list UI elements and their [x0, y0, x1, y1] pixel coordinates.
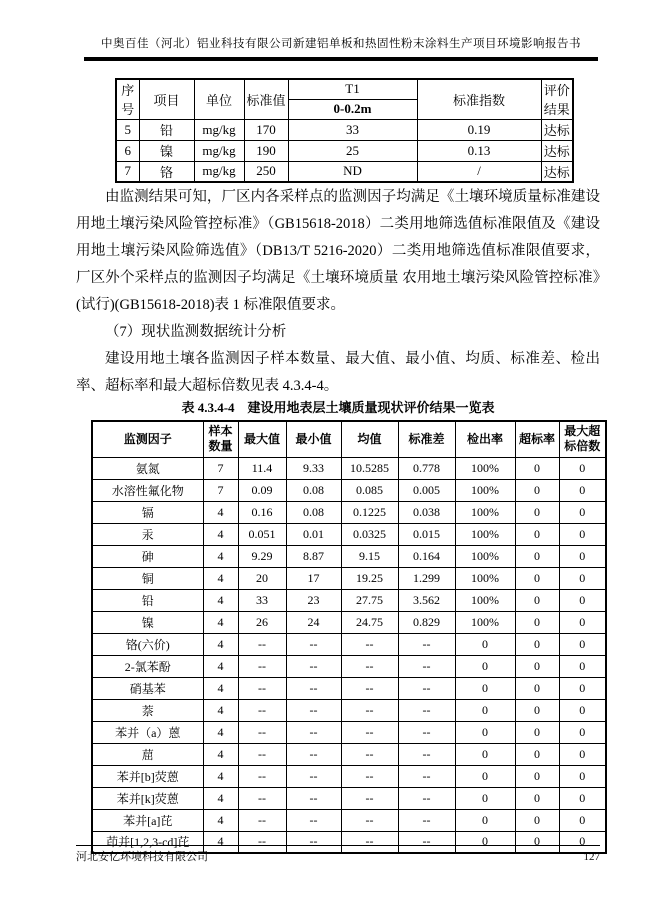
- table-row: [92, 787, 606, 809]
- row-label-cell: 氨氮: [92, 457, 203, 479]
- table-row: [92, 633, 606, 655]
- value-cell: 0: [559, 809, 606, 831]
- row-label-cell: 镍: [92, 611, 203, 633]
- table-row: [92, 743, 606, 765]
- col-header-factor: 监测因子: [92, 421, 203, 457]
- value-cell: 100%: [455, 567, 515, 589]
- table-row: [92, 655, 606, 677]
- standards-comparison-table: [115, 78, 574, 183]
- value-cell: mg/kg: [194, 140, 244, 161]
- paragraph-table-intro: 建设用地土壤各监测因子样本数量、最大值、最小值、均质、标准差、检出率、超标率和最大超标倍数见表 4.3.4-4。: [76, 351, 600, 394]
- row-label-cell: 䓛: [92, 743, 203, 765]
- value-cell: 0.08: [286, 501, 341, 523]
- value-cell: 100%: [455, 611, 515, 633]
- value-cell: --: [341, 721, 398, 743]
- row-label-cell: 7: [116, 161, 139, 182]
- value-cell: 0: [515, 831, 559, 853]
- value-cell: --: [398, 787, 455, 809]
- footer-company: 河北安亿环境科技有限公司: [76, 851, 208, 863]
- value-cell: 0.005: [398, 479, 455, 501]
- value-cell: --: [238, 677, 286, 699]
- value-cell: 4: [203, 787, 238, 809]
- row-label-cell: 砷: [92, 545, 203, 567]
- paragraph-section-heading: （7）现状监测数据统计分析: [105, 324, 287, 340]
- table-row: [92, 809, 606, 831]
- value-cell: --: [286, 743, 341, 765]
- value-cell: mg/kg: [194, 119, 244, 140]
- row-label-cell: 苯并[k]荧蒽: [92, 787, 203, 809]
- value-cell: --: [286, 699, 341, 721]
- row-label-cell: 6: [116, 140, 139, 161]
- row-label-cell: 水溶性氟化物: [92, 479, 203, 501]
- value-cell: 0: [559, 611, 606, 633]
- value-cell: --: [238, 765, 286, 787]
- value-cell: 0.0325: [341, 523, 398, 545]
- value-cell: 26: [238, 611, 286, 633]
- value-cell: --: [238, 831, 286, 853]
- value-cell: --: [286, 655, 341, 677]
- row-label-cell: 汞: [92, 523, 203, 545]
- value-cell: 达标: [541, 161, 573, 182]
- document-footer: [76, 845, 600, 864]
- row-label-cell: 萘: [92, 699, 203, 721]
- row-label-cell: 铬(六价): [92, 633, 203, 655]
- value-cell: 24: [286, 611, 341, 633]
- value-cell: 100%: [455, 479, 515, 501]
- value-cell: 0: [455, 743, 515, 765]
- col-header-stddev: 标准差: [398, 421, 455, 457]
- value-cell: 100%: [455, 589, 515, 611]
- col-header-mean: 均值: [341, 421, 398, 457]
- value-cell: --: [398, 743, 455, 765]
- value-cell: 17: [286, 567, 341, 589]
- value-cell: 0: [455, 699, 515, 721]
- document-header: [84, 36, 598, 61]
- value-cell: 0: [559, 633, 606, 655]
- value-cell: 0: [515, 655, 559, 677]
- value-cell: 0: [515, 457, 559, 479]
- row-label-cell: 铜: [92, 567, 203, 589]
- value-cell: --: [341, 743, 398, 765]
- value-cell: mg/kg: [194, 161, 244, 182]
- value-cell: 1.299: [398, 567, 455, 589]
- col-header-depth: 0-0.2m: [288, 99, 417, 119]
- value-cell: 25: [288, 140, 417, 161]
- value-cell: 4: [203, 699, 238, 721]
- value-cell: 9.15: [341, 545, 398, 567]
- value-cell: 0.08: [286, 479, 341, 501]
- value-cell: 9.33: [286, 457, 341, 479]
- value-cell: 0: [515, 809, 559, 831]
- value-cell: 20: [238, 567, 286, 589]
- results-table-head: [92, 421, 606, 457]
- value-cell: 0: [559, 721, 606, 743]
- value-cell: --: [341, 787, 398, 809]
- value-cell: 24.75: [341, 611, 398, 633]
- value-cell: 0: [515, 721, 559, 743]
- value-cell: --: [398, 655, 455, 677]
- value-cell: 0: [559, 567, 606, 589]
- table-row: [92, 677, 606, 699]
- value-cell: --: [238, 655, 286, 677]
- value-cell: 4: [203, 677, 238, 699]
- col-header-detection-rate: 检出率: [455, 421, 515, 457]
- value-cell: 0: [455, 831, 515, 853]
- value-cell: --: [286, 809, 341, 831]
- value-cell: 4: [203, 523, 238, 545]
- value-cell: 0: [559, 765, 606, 787]
- value-cell: 0: [559, 699, 606, 721]
- value-cell: 4: [203, 633, 238, 655]
- row-label-cell: 茚并[1,2,3-cd]芘: [92, 831, 203, 853]
- value-cell: 190: [244, 140, 288, 161]
- row-label-cell: 苯并[b]荧蒽: [92, 765, 203, 787]
- paragraph-monitoring-conclusion: 由监测结果可知，厂区内各采样点的监测因子均满足《土壤环境质量标准建设用地土壤污染风险管控标准》（GB15618-2018）二类用地筛选值标准限值及《建设用地土壤污染风险筛选值》（DB13/T 5216-2020）二类用地筛选值标准限值要求，厂区外个采样点的监测因子均满足《土壤环境质量 农用地土壤污染风险管控标准》(试行)(GB15618-2018)表 1 标准限值要求。: [76, 189, 600, 313]
- value-cell: 4: [203, 743, 238, 765]
- table-row: [92, 501, 606, 523]
- value-cell: 0: [559, 743, 606, 765]
- value-cell: /: [417, 161, 541, 182]
- value-cell: --: [398, 677, 455, 699]
- table-row: [116, 140, 573, 161]
- col-header-sample-point: T1: [288, 79, 417, 99]
- value-cell: 0: [559, 523, 606, 545]
- col-header-standard-value: 标准值: [244, 79, 288, 119]
- results-table-title: 表 4.3.4-4 建设用地表层土壤质量现状评价结果一览表: [181, 400, 495, 415]
- col-header-evaluation: 评价结果: [541, 79, 573, 119]
- value-cell: 4: [203, 611, 238, 633]
- col-header-max-exceedance: 最大超标倍数: [559, 421, 606, 457]
- value-cell: 0.19: [417, 119, 541, 140]
- col-header-item: 项目: [139, 79, 194, 119]
- col-header-sample-count: 样本数量: [203, 421, 238, 457]
- value-cell: --: [286, 765, 341, 787]
- value-cell: ND: [288, 161, 417, 182]
- value-cell: 4: [203, 567, 238, 589]
- value-cell: 0: [455, 721, 515, 743]
- row-label-cell: 铅: [92, 589, 203, 611]
- col-header-max: 最大值: [238, 421, 286, 457]
- value-cell: 0: [559, 457, 606, 479]
- value-cell: 0: [515, 765, 559, 787]
- value-cell: --: [398, 633, 455, 655]
- footer-page-number: 127: [583, 851, 600, 863]
- table-row: [92, 611, 606, 633]
- value-cell: --: [398, 699, 455, 721]
- col-header-min: 最小值: [286, 421, 341, 457]
- value-cell: 0: [559, 589, 606, 611]
- value-cell: --: [341, 677, 398, 699]
- value-cell: 4: [203, 501, 238, 523]
- value-cell: --: [341, 809, 398, 831]
- value-cell: 0: [559, 677, 606, 699]
- value-cell: --: [398, 809, 455, 831]
- value-cell: 0: [515, 677, 559, 699]
- table-row: [116, 161, 573, 182]
- value-cell: 0: [515, 523, 559, 545]
- value-cell: 0: [515, 545, 559, 567]
- value-cell: 0.778: [398, 457, 455, 479]
- value-cell: 9.29: [238, 545, 286, 567]
- value-cell: 33: [238, 589, 286, 611]
- value-cell: 100%: [455, 457, 515, 479]
- value-cell: --: [238, 809, 286, 831]
- value-cell: 达标: [541, 119, 573, 140]
- value-cell: 170: [244, 119, 288, 140]
- value-cell: 0: [515, 479, 559, 501]
- value-cell: 4: [203, 721, 238, 743]
- value-cell: 0: [515, 501, 559, 523]
- value-cell: 7: [203, 479, 238, 501]
- value-cell: 4: [203, 831, 238, 853]
- value-cell: 11.4: [238, 457, 286, 479]
- value-cell: 0: [455, 655, 515, 677]
- value-cell: 0: [559, 479, 606, 501]
- value-cell: 0: [455, 677, 515, 699]
- value-cell: --: [238, 743, 286, 765]
- value-cell: 0: [559, 501, 606, 523]
- body-text: [76, 184, 600, 400]
- value-cell: 0.085: [341, 479, 398, 501]
- value-cell: 0: [559, 831, 606, 853]
- table-row: [92, 545, 606, 567]
- row-label-cell: 2-氯苯酚: [92, 655, 203, 677]
- results-table-body: [92, 457, 606, 853]
- standards-table-body: [116, 119, 573, 182]
- col-header-exceedance-rate: 超标率: [515, 421, 559, 457]
- value-cell: 8.87: [286, 545, 341, 567]
- value-cell: 19.25: [341, 567, 398, 589]
- value-cell: --: [238, 699, 286, 721]
- document-header-title: 中奥百佳（河北）铝业科技有限公司新建铝单板和热固性粉末涂料生产项目环境影响报告书: [101, 38, 581, 50]
- standards-table-head: [116, 79, 573, 119]
- value-cell: 10.5285: [341, 457, 398, 479]
- value-cell: --: [286, 721, 341, 743]
- value-cell: 100%: [455, 501, 515, 523]
- col-header-standard-index: 标准指数: [417, 79, 541, 119]
- value-cell: --: [341, 699, 398, 721]
- value-cell: 0: [515, 589, 559, 611]
- table-row: [92, 457, 606, 479]
- value-cell: 镍: [139, 140, 194, 161]
- value-cell: 250: [244, 161, 288, 182]
- value-cell: 0: [455, 633, 515, 655]
- value-cell: 0.01: [286, 523, 341, 545]
- value-cell: --: [238, 633, 286, 655]
- value-cell: --: [286, 787, 341, 809]
- value-cell: 4: [203, 765, 238, 787]
- value-cell: --: [238, 721, 286, 743]
- value-cell: 0: [455, 787, 515, 809]
- value-cell: 0: [515, 699, 559, 721]
- value-cell: 0: [559, 787, 606, 809]
- value-cell: --: [286, 831, 341, 853]
- value-cell: 3.562: [398, 589, 455, 611]
- soil-results-table: [91, 420, 607, 854]
- row-label-cell: 苯并（a）蒽: [92, 721, 203, 743]
- value-cell: 0: [515, 787, 559, 809]
- value-cell: 0: [515, 611, 559, 633]
- value-cell: 0: [455, 809, 515, 831]
- value-cell: 0.164: [398, 545, 455, 567]
- value-cell: 0: [515, 633, 559, 655]
- value-cell: 4: [203, 809, 238, 831]
- value-cell: 铬: [139, 161, 194, 182]
- value-cell: 4: [203, 545, 238, 567]
- value-cell: 0.13: [417, 140, 541, 161]
- value-cell: 4: [203, 655, 238, 677]
- value-cell: 0: [559, 545, 606, 567]
- value-cell: --: [286, 633, 341, 655]
- col-header-no: 序号: [116, 79, 139, 119]
- value-cell: 0.829: [398, 611, 455, 633]
- value-cell: 27.75: [341, 589, 398, 611]
- row-label-cell: 苯并[a]芘: [92, 809, 203, 831]
- value-cell: 0: [515, 567, 559, 589]
- table-header-row: [116, 79, 573, 99]
- value-cell: --: [341, 655, 398, 677]
- value-cell: --: [341, 765, 398, 787]
- value-cell: 0.038: [398, 501, 455, 523]
- table-row: [92, 567, 606, 589]
- table-row: [92, 589, 606, 611]
- value-cell: 100%: [455, 523, 515, 545]
- value-cell: 0.015: [398, 523, 455, 545]
- value-cell: --: [398, 765, 455, 787]
- table-row: [92, 765, 606, 787]
- value-cell: --: [238, 787, 286, 809]
- value-cell: 0: [455, 765, 515, 787]
- value-cell: 0.1225: [341, 501, 398, 523]
- value-cell: 0.09: [238, 479, 286, 501]
- value-cell: --: [341, 633, 398, 655]
- row-label-cell: 硝基苯: [92, 677, 203, 699]
- value-cell: 0.16: [238, 501, 286, 523]
- col-header-unit: 单位: [194, 79, 244, 119]
- table-row: [92, 479, 606, 501]
- value-cell: --: [286, 677, 341, 699]
- row-label-cell: 5: [116, 119, 139, 140]
- value-cell: 4: [203, 589, 238, 611]
- value-cell: 100%: [455, 545, 515, 567]
- value-cell: 0.051: [238, 523, 286, 545]
- table-row: [92, 699, 606, 721]
- value-cell: --: [398, 831, 455, 853]
- table-row: [116, 119, 573, 140]
- value-cell: 达标: [541, 140, 573, 161]
- value-cell: 0: [515, 743, 559, 765]
- value-cell: 33: [288, 119, 417, 140]
- row-label-cell: 镉: [92, 501, 203, 523]
- value-cell: 7: [203, 457, 238, 479]
- value-cell: 23: [286, 589, 341, 611]
- value-cell: --: [341, 831, 398, 853]
- table-row: [92, 523, 606, 545]
- table-row: [92, 721, 606, 743]
- table-header-row: [92, 421, 606, 457]
- value-cell: 0: [559, 655, 606, 677]
- value-cell: 铅: [139, 119, 194, 140]
- value-cell: --: [398, 721, 455, 743]
